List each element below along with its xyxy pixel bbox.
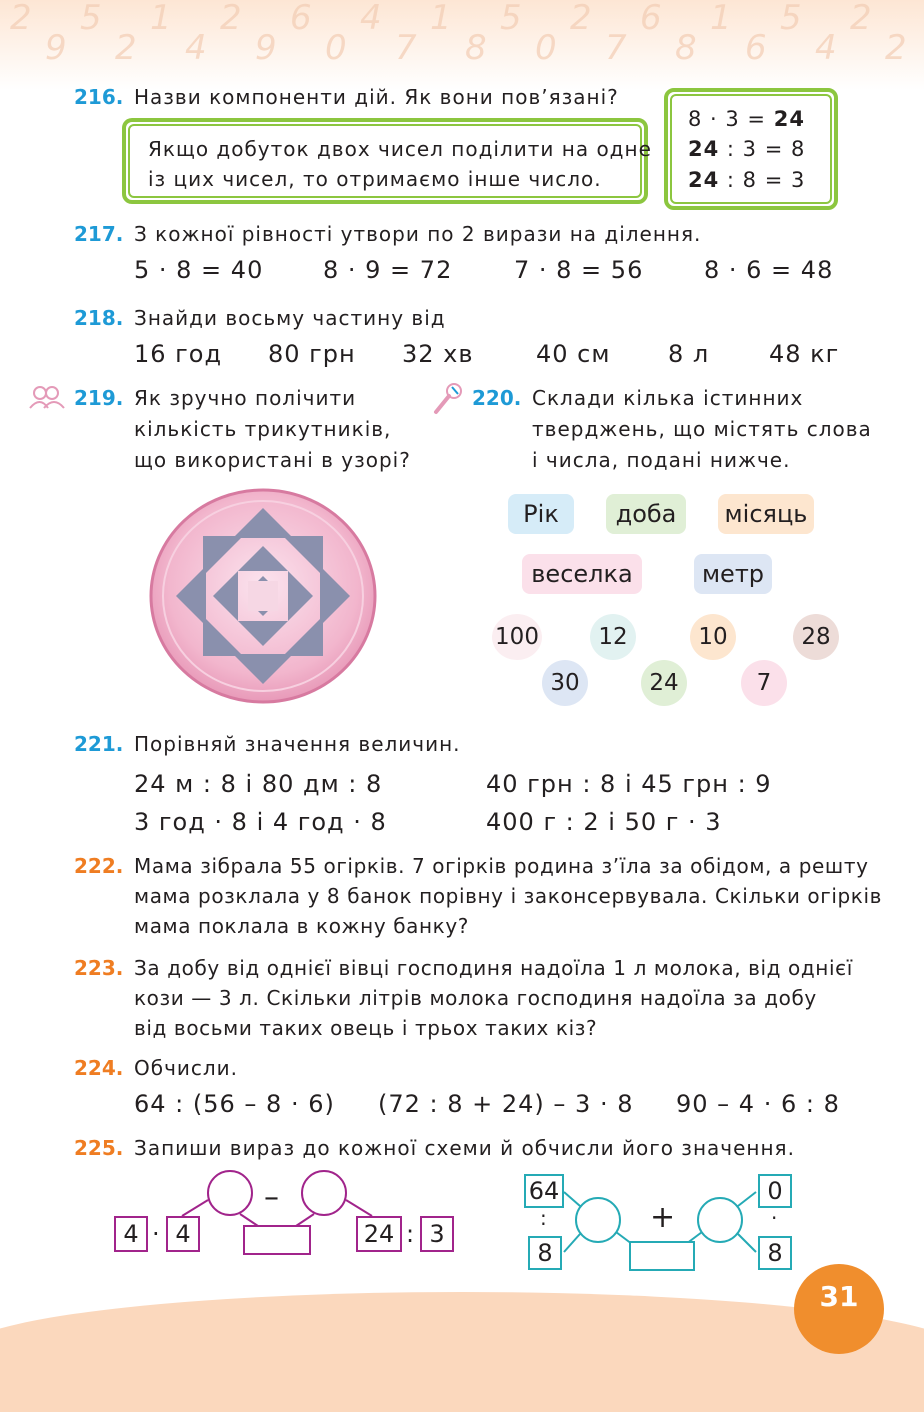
word-chip-rainbow: веселка — [522, 554, 642, 594]
task-223-line: кози — 3 л. Скільки літрів молока господиня надоїла за добу — [134, 986, 817, 1010]
quantity-item: 32 хв — [402, 340, 474, 368]
task-219-line: кількість трикутників, — [134, 417, 392, 441]
equation-3: 24 : 8 = 3 — [688, 168, 806, 192]
equation-2: 24 : 3 = 8 — [688, 137, 806, 161]
triangle-pattern-image — [148, 486, 378, 710]
background-digit: 9 — [255, 28, 277, 68]
background-digit: 2 — [570, 0, 592, 38]
task-number-223: 223. — [74, 956, 124, 980]
number-bubble: 30 — [542, 660, 588, 706]
equality-item: 7 · 8 = 56 — [514, 256, 644, 284]
task-220-line: Склади кілька істинних — [532, 386, 804, 410]
task-224-text: Обчисли. — [134, 1056, 239, 1080]
equality-item: 8 · 6 = 48 — [704, 256, 834, 284]
scheme-2-number-box: 8 — [528, 1236, 562, 1270]
background-digit: 6 — [290, 0, 312, 38]
quantity-item: 40 см — [536, 340, 611, 368]
task-number-222: 222. — [74, 854, 124, 878]
background-digit: 0 — [535, 28, 557, 68]
quantity-item: 8 л — [668, 340, 710, 368]
task-221-text: Порівняй значення величин. — [134, 732, 461, 756]
scheme-1-sign: – — [264, 1180, 279, 1215]
background-digit: 1 — [150, 0, 172, 38]
scheme-2-number-box: 0 — [758, 1174, 792, 1208]
background-digit: 8 — [675, 28, 697, 68]
scheme-1-number-box: 24 — [356, 1216, 402, 1252]
expression-item: 90 – 4 · 6 : 8 — [676, 1090, 840, 1118]
comparison-item: 400 г : 2 і 50 г · 3 — [486, 808, 722, 836]
task-222-line: мама поклала в кожну банку? — [134, 914, 470, 938]
scheme-2-number-box: 8 — [758, 1236, 792, 1270]
background-digit: 1 — [710, 0, 732, 38]
background-digit: 7 — [395, 28, 417, 68]
task-number-219: 219. — [74, 386, 124, 410]
background-digit: 8 — [465, 28, 487, 68]
background-digit: 5 — [500, 0, 522, 38]
number-bubble: 10 — [690, 614, 736, 660]
task-219-line: що використані в узорі? — [134, 448, 411, 472]
rule-line-1: Якщо добуток двох чисел поділити на одне — [148, 137, 652, 161]
quantity-item: 80 грн — [268, 340, 356, 368]
comparison-item: 40 грн : 8 і 45 грн : 9 — [486, 770, 772, 798]
quantity-item: 48 кг — [769, 340, 840, 368]
background-digit: 2 — [115, 28, 137, 68]
background-digit: 2 — [220, 0, 242, 38]
task-number-225: 225. — [74, 1136, 124, 1160]
equality-item: 5 · 8 = 40 — [134, 256, 264, 284]
background-digit: 4 — [185, 28, 207, 68]
task-220-line: тверджень, що містять слова — [532, 417, 872, 441]
background-digit: 5 — [80, 0, 102, 38]
rule-line-2: із цих чисел, то отримаємо інше число. — [148, 167, 602, 191]
comparison-item: 3 год · 8 і 4 год · 8 — [134, 808, 387, 836]
number-bubble: 100 — [492, 614, 542, 660]
word-chip-day: доба — [606, 494, 686, 534]
task-216-text: Назви компоненти дій. Як вони пов’язані? — [134, 85, 619, 109]
task-number-221: 221. — [74, 732, 124, 756]
expression-item: (72 : 8 + 24) – 3 · 8 — [378, 1090, 634, 1118]
task-number-217: 217. — [74, 222, 124, 246]
comparison-item: 24 м : 8 і 80 дм : 8 — [134, 770, 383, 798]
word-chip-meter: метр — [694, 554, 772, 594]
expression-item: 64 : (56 – 8 · 6) — [134, 1090, 335, 1118]
equality-item: 8 · 9 = 72 — [323, 256, 453, 284]
background-digit: 6 — [640, 0, 662, 38]
task-220-line: і числа, подані нижче. — [532, 448, 791, 472]
task-223-line: За добу від однієї вівці господиня надоїла 1 л молока, від однієї — [134, 956, 853, 980]
background-digit: 4 — [815, 28, 837, 68]
task-223-line: від восьми таких овець і трьох таких кіз? — [134, 1016, 598, 1040]
word-chip-year: Рік — [508, 494, 574, 534]
scheme-2-sign: + — [650, 1200, 676, 1235]
scheme-1-lines — [110, 1166, 470, 1266]
background-digit: 2 — [10, 0, 32, 38]
task-218-text: Знайди восьму частину від — [134, 306, 446, 330]
scheme-2-number-box: 64 — [524, 1174, 564, 1208]
task-number-224: 224. — [74, 1056, 124, 1080]
background-digit: 4 — [360, 0, 382, 38]
word-chip-month: місяць — [718, 494, 814, 534]
task-222-line: Мама зібрала 55 огірків. 7 огірків родина з’їла за обідом, а решту — [134, 854, 869, 878]
scheme-2-operator: · — [771, 1206, 778, 1230]
background-digit: 2 — [885, 28, 907, 68]
scheme-1-number-box: 4 — [114, 1216, 148, 1252]
bottom-wave — [0, 1292, 924, 1412]
task-217-text: З кожної рівності утвори по 2 вирази на ділення. — [134, 222, 702, 246]
page-number: 31 — [819, 1280, 859, 1313]
scheme-2-operator: : — [540, 1206, 547, 1230]
task-222-line: мама розклала у 8 банок порівну і законсервувала. Скільки огірків — [134, 884, 883, 908]
background-digit: 7 — [605, 28, 627, 68]
quantity-item: 16 год — [134, 340, 223, 368]
background-digit: 2 — [850, 0, 872, 38]
background-digit: 6 — [745, 28, 767, 68]
background-digit: 1 — [430, 0, 452, 38]
task-219-line: Як зручно полічити — [134, 386, 357, 410]
pair-work-icon — [28, 384, 66, 414]
microphone-icon — [432, 382, 464, 420]
task-number-216: 216. — [74, 85, 124, 109]
scheme-1-operator: : — [406, 1220, 415, 1248]
number-bubble: 28 — [793, 614, 839, 660]
equation-1: 8 · 3 = 24 — [688, 107, 805, 131]
background-digit: 9 — [45, 28, 67, 68]
number-bubble: 12 — [590, 614, 636, 660]
task-number-220: 220. — [472, 386, 522, 410]
number-bubble: 24 — [641, 660, 687, 706]
background-digit: 0 — [325, 28, 347, 68]
task-225-text: Запиши вираз до кожної схеми й обчисли його значення. — [134, 1136, 795, 1160]
task-number-218: 218. — [74, 306, 124, 330]
scheme-1-number-box: 3 — [420, 1216, 454, 1252]
scheme-1-operator: · — [152, 1220, 160, 1248]
background-digit: 5 — [780, 0, 802, 38]
scheme-1-number-box: 4 — [166, 1216, 200, 1252]
number-bubble: 7 — [741, 660, 787, 706]
